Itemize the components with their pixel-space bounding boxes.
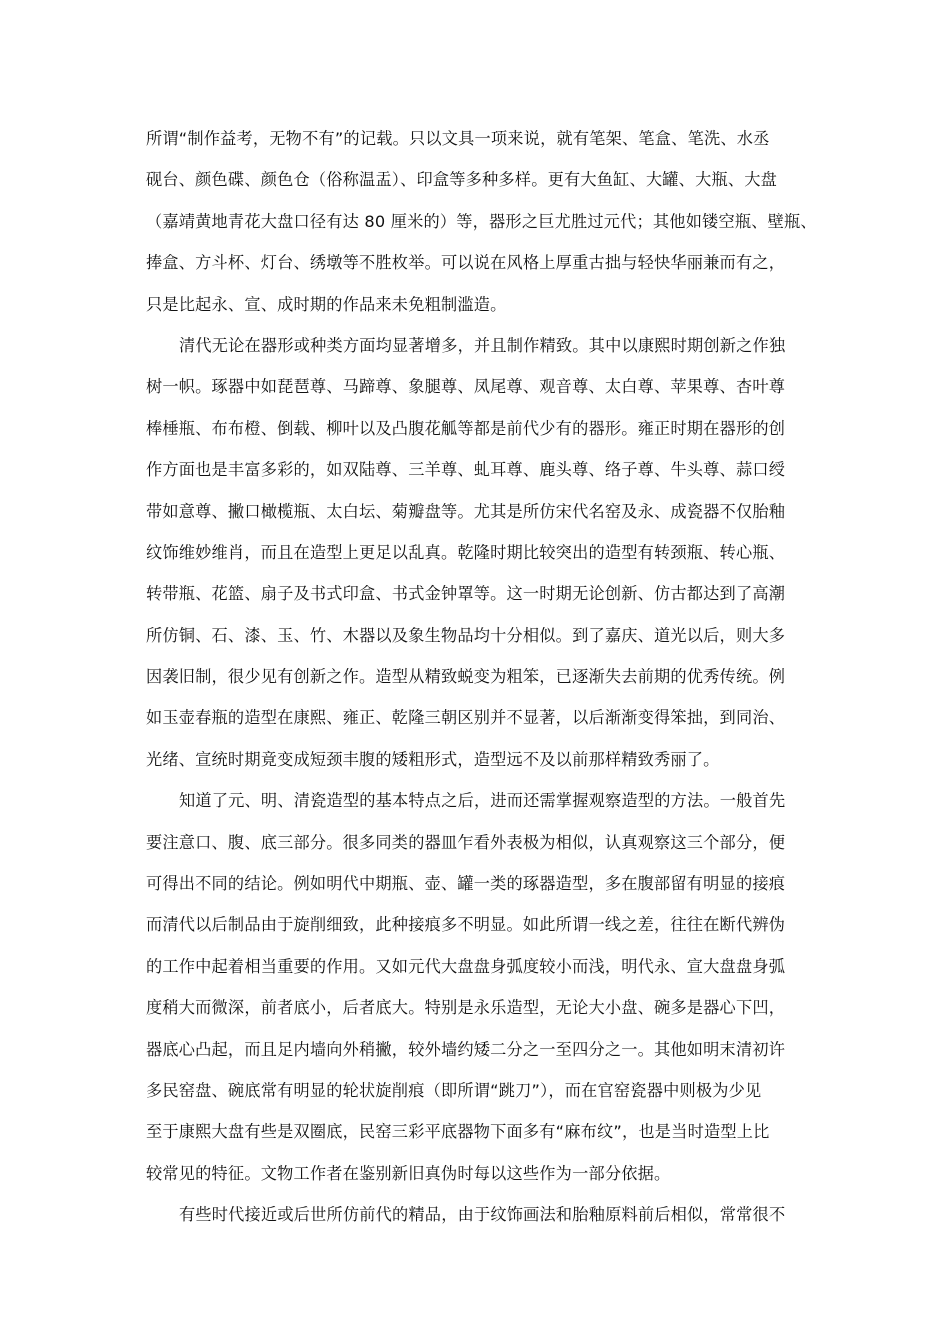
- text-line: 作方面也是丰富多彩的，如双陆尊、三羊尊、虬耳尊、鹿头尊、络子尊、牛头尊、蒜口绶: [146, 460, 786, 480]
- text-line: 多民窑盘、碗底常有明显的轮状旋削痕（即所谓“跳刀”），而在官窑瓷器中则极为少见: [146, 1080, 762, 1100]
- paragraph-first-line: 清代无论在器形或种类方面均显著增多，并且制作精致。其中以康熙时期创新之作独: [179, 335, 786, 355]
- text-line: 纹饰维妙维肖，而且在造型上更足以乱真。乾隆时期比较突出的造型有转颈瓶、转心瓶、: [146, 542, 786, 562]
- text-line: 较常见的特征。文物工作者在鉴别新旧真伪时每以这些作为一部分依据。: [146, 1163, 671, 1183]
- text-line: （嘉靖黄地青花大盘口径有达 80 厘米的）等，器形之巨尤胜过元代；其他如镂空瓶、壁瓶、: [146, 211, 817, 231]
- text-line: 因袭旧制，很少见有创新之作。造型从精致蜕变为粗笨，已逐渐失去前期的优秀传统。例: [146, 667, 786, 687]
- text-line: 而清代以后制品由于旋削细致，此种接痕多不明显。如此所谓一线之差，往往在断代辨伪: [146, 915, 786, 935]
- text-line: 棒棰瓶、布布橙、倒载、柳叶以及凸腹花觚等都是前代少有的器形。雍正时期在器形的创: [146, 418, 786, 438]
- text-line: 可得出不同的结论。例如明代中期瓶、壶、罐一类的琢器造型，多在腹部留有明显的接痕: [146, 874, 786, 894]
- text-line: 度稍大而微深，前者底小，后者底大。特别是永乐造型，无论大小盘、碗多是器心下凹，: [146, 998, 786, 1018]
- text-line: 只是比起永、宣、成时期的作品来未免粗制滥造。: [146, 294, 507, 314]
- text-line: 捧盒、方斗杯、灯台、绣墩等不胜枚举。可以说在风格上厚重古拙与轻快华丽兼而有之，: [146, 253, 786, 273]
- body-text: [146, 118, 836, 1236]
- text-line: 所仿铜、石、漆、玉、竹、木器以及象生物品均十分相似。到了嘉庆、道光以后，则大多: [146, 625, 786, 645]
- text-line: 的工作中起着相当重要的作用。又如元代大盘盘身弧度较小而浅，明代永、宣大盘盘身弧: [146, 956, 786, 976]
- text-line: 光绪、宣统时期竟变成短颈丰腹的矮粗形式，造型远不及以前那样精致秀丽了。: [146, 749, 720, 769]
- paragraph-first-line: 有些时代接近或后世所仿前代的精品，由于纹饰画法和胎釉原料前后相似，常常很不: [179, 1205, 786, 1225]
- text-line: 树一帜。琢器中如琵琶尊、马蹄尊、象腿尊、凤尾尊、观音尊、太白尊、苹果尊、杏叶尊: [146, 377, 786, 397]
- text-line: 砚台、颜色碟、颜色仓（俗称温盂）、印盒等多种多样。更有大鱼缸、大罐、大瓶、大盘: [146, 170, 778, 190]
- paragraph-first-line: 知道了元、明、清瓷造型的基本特点之后，进而还需掌握观察造型的方法。一般首先: [179, 791, 786, 811]
- text-line: 带如意尊、撇口橄榄瓶、太白坛、菊瓣盘等。尤其是所仿宋代名窑及永、成瓷器不仅胎釉: [146, 501, 786, 521]
- text-line: 转带瓶、花篮、扇子及书式印盒、书式金钟罩等。这一时期无论创新、仿古都达到了高潮: [146, 584, 786, 604]
- text-line: 要注意口、腹、底三部分。很多同类的器皿乍看外表极为相似，认真观察这三个部分，便: [146, 832, 786, 852]
- text-line: 所谓“制作益考，无物不有”的记载。只以文具一项来说，就有笔架、笔盒、笔洗、水丞: [146, 129, 770, 148]
- text-line: 如玉壶春瓶的造型在康熙、雍正、乾隆三朝区别并不显著，以后渐渐变得笨拙，到同治、: [146, 708, 786, 728]
- text-line: 器底心凸起，而且足内墙向外稍撇，较外墙约矮二分之一至四分之一。其他如明末清初许: [146, 1039, 786, 1059]
- text-line: 至于康熙大盘有些是双圈底，民窑三彩平底器物下面多有“麻布纹”，也是当时造型上比: [146, 1122, 770, 1142]
